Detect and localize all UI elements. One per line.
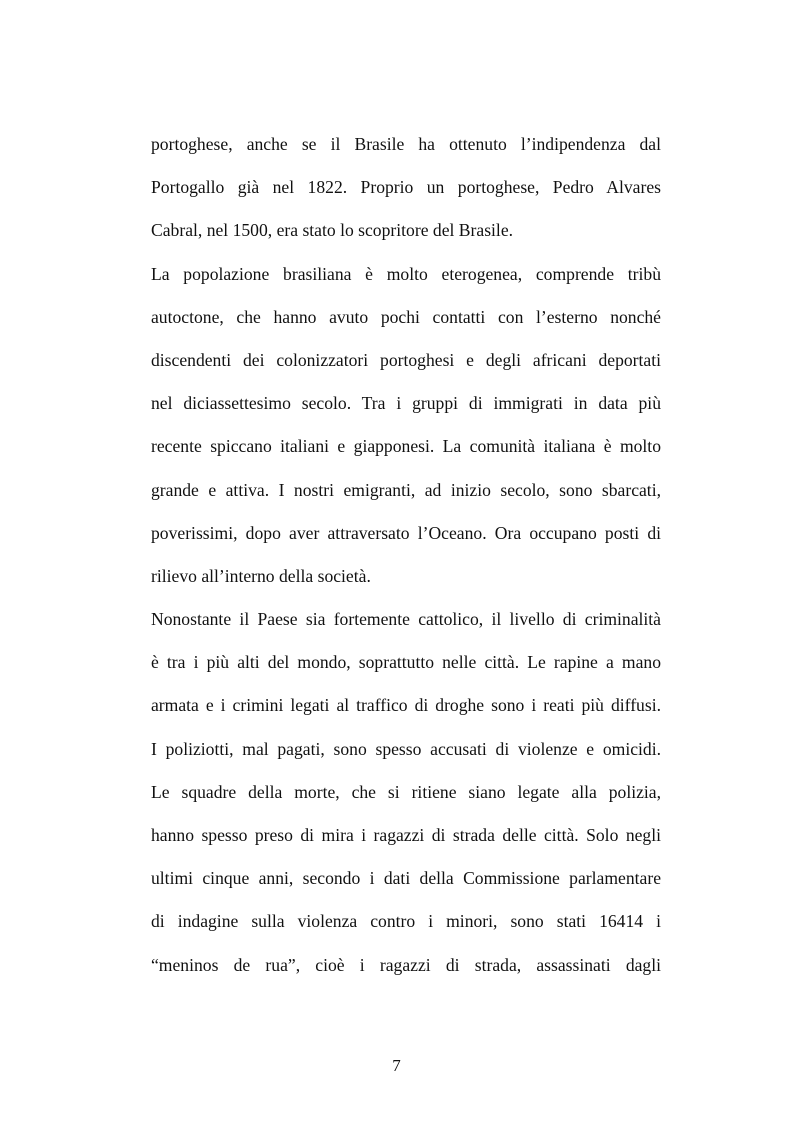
- text-line: “meninos de rua”, cioè i ragazzi di strada, assassinati dagli: [151, 954, 661, 975]
- text-line: portoghese, anche se il Brasile ha ottenuto l’indipendenza dal: [151, 134, 661, 154]
- text-line: hanno spesso preso di mira i ragazzi di strada delle città. Solo negli: [151, 825, 661, 845]
- text-line: nel diciassettesimo secolo. Tra i gruppi di immigrati in data più: [151, 393, 661, 414]
- text-line: discendenti dei colonizzatori portoghesi e degli africani deportati: [151, 349, 661, 370]
- text-line: Cabral, nel 1500, era stato lo scopritore del Brasile.: [151, 220, 514, 241]
- text-line: recente spiccano italiani e giapponesi. La comunità italiana è molto: [151, 436, 661, 457]
- text-line: Le squadre della morte, che si ritiene siano legate alla polizia,: [151, 781, 661, 802]
- text-line: poverissimi, dopo aver attraversato l’Oceano. Ora occupano posti di: [151, 522, 661, 543]
- text-line: grande e attiva. I nostri emigranti, ad inizio secolo, sono sbarcati,: [151, 479, 661, 500]
- page-number: 7: [392, 1056, 401, 1075]
- text-line: è tra i più alti del mondo, soprattutto nelle città. Le rapine a mano: [151, 652, 661, 673]
- text-line: Portogallo già nel 1822. Proprio un portoghese, Pedro Alvares: [151, 177, 661, 198]
- page-body: [151, 126, 661, 990]
- text-line: Nonostante il Paese sia fortemente cattolico, il livello di criminalità: [151, 609, 661, 630]
- text-line: autoctone, che hanno avuto pochi contatti con l’esterno nonché: [151, 306, 661, 327]
- text-line: La popolazione brasiliana è molto eterogenea, comprende tribù: [151, 263, 661, 284]
- text-line: di indagine sulla violenza contro i minori, sono stati 16414 i: [151, 911, 661, 932]
- paragraph: [151, 601, 661, 990]
- text-line: rilievo all’interno della società.: [151, 565, 371, 586]
- text-line: armata e i crimini legati al traffico di droghe sono i reati più diffusi.: [151, 695, 661, 716]
- text-line: ultimi cinque anni, secondo i dati della Commissione parlamentare: [151, 868, 661, 889]
- text-line: I poliziotti, mal pagati, sono spesso accusati di violenze e omicidi.: [151, 738, 661, 759]
- paragraph: [151, 256, 661, 602]
- paragraph: [151, 126, 661, 256]
